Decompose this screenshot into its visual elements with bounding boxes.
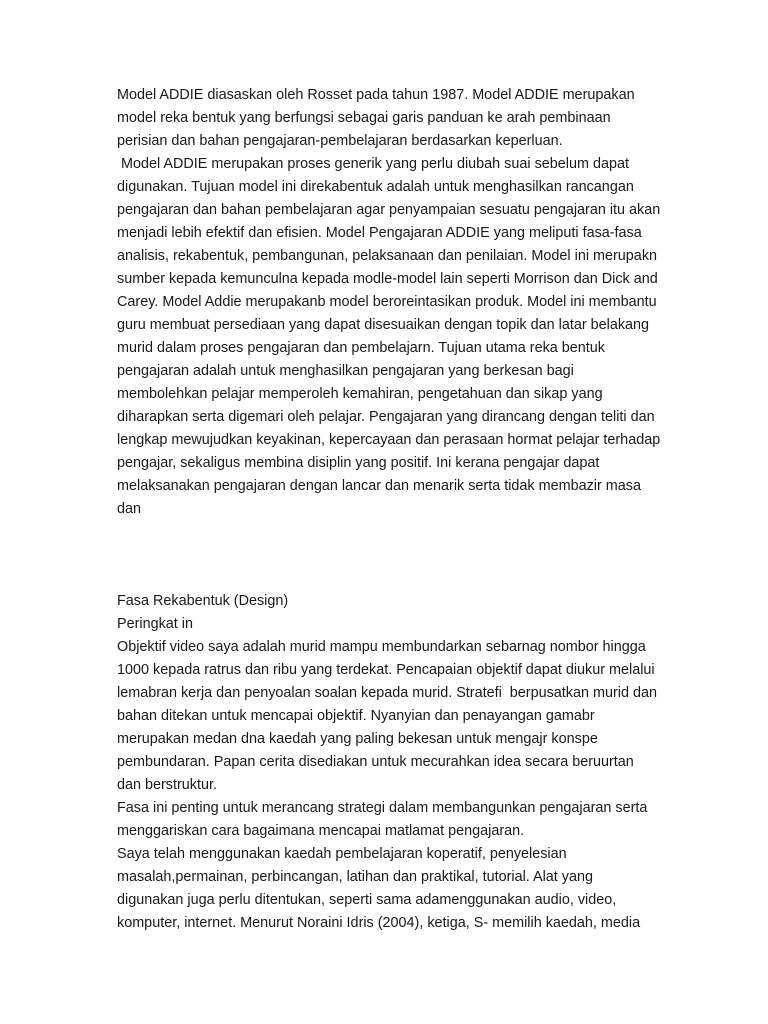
text-line: model reka bentuk yang berfungsi sebagai garis panduan ke arah pembinaan bbox=[117, 110, 611, 126]
text-line: Model ADDIE diasaskan oleh Rosset pada tahun 1987. Model ADDIE merupakan bbox=[117, 87, 635, 103]
text-line: murid dalam proses pengajaran dan pembelajarn. Tujuan utama reka bentuk bbox=[117, 340, 605, 356]
text-line: lemabran kerja dan penyoalan soalan kepada murid. Stratefi berpusatkan murid dan bbox=[117, 685, 657, 701]
text-line: 1000 kepada ratrus dan ribu yang terdekat. Pencapaian objektif dapat diukur melalui bbox=[117, 662, 655, 678]
text-line: pengajar, sekaligus membina disiplin yang positif. Ini kerana pengajar dapat bbox=[117, 455, 600, 471]
text-line: Carey. Model Addie merupakanb model beroreintasikan produk. Model ini membantu bbox=[117, 294, 657, 310]
text-line: guru membuat persediaan yang dapat disesuaikan dengan topik dan latar belakang bbox=[117, 317, 650, 333]
text-line: Model ADDIE merupakan proses generik yang perlu diubah suai sebelum dapat bbox=[117, 156, 629, 172]
text-line: menggariskan cara bagaimana mencapai matlamat pengajaran. bbox=[117, 823, 525, 839]
text-line: dan berstruktur. bbox=[117, 777, 217, 793]
text-line: pengajaran dan bahan pembelajaran agar penyampaian sesuatu pengajaran itu akan bbox=[117, 202, 661, 218]
text-line: dan bbox=[117, 501, 142, 517]
text-line: membolehkan pelajar memperoleh kemahiran, pengetahuan dan sikap yang bbox=[117, 386, 603, 402]
text-line: menjadi lebih efektif dan efisien. Model Pengajaran ADDIE yang meliputi fasa-fasa bbox=[117, 225, 642, 241]
section-heading: Fasa Rekabentuk (Design) bbox=[117, 593, 289, 609]
text-line: lengkap mewujudkan keyakinan, kepercayaan dan perasaan hormat pelajar terhadap bbox=[117, 432, 661, 448]
text-line: digunakan juga perlu ditentukan, seperti sama adamenggunakan audio, video, bbox=[117, 892, 617, 908]
text-line: masalah,permainan, perbincangan, latihan dan praktikal, tutorial. Alat yang bbox=[117, 869, 593, 885]
text-line: pengajaran adalah untuk menghasilkan pengajaran yang berkesan bagi bbox=[117, 363, 574, 379]
text-line: analisis, rekabentuk, pembangunan, pelaksanaan dan penilaian. Model ini merupakn bbox=[117, 248, 658, 264]
text-line: perisian dan bahan pengajaran-pembelajaran berdasarkan keperluan. bbox=[117, 133, 563, 149]
text-line: merupakan medan dna kaedah yang paling bekesan untuk mengajr konspe bbox=[117, 731, 598, 747]
text-line: bahan ditekan untuk mencapai objektif. Nyanyian dan penayangan gamabr bbox=[117, 708, 595, 724]
text-line: Fasa ini penting untuk merancang strategi dalam membangunkan pengajaran serta bbox=[117, 800, 648, 816]
text-line: pembundaran. Papan cerita disediakan untuk mecurahkan idea secara beruurtan bbox=[117, 754, 634, 770]
text-line: Saya telah menggunakan kaedah pembelajaran koperatif, penyelesian bbox=[117, 846, 567, 862]
text-line: melaksanakan pengajaran dengan lancar dan menarik serta tidak membazir masa bbox=[117, 478, 641, 494]
text-line: Peringkat in bbox=[117, 616, 193, 632]
text-line: Objektif video saya adalah murid mampu membundarkan sebarnag nombor hingga bbox=[117, 639, 646, 655]
text-line: diharapkan serta digemari oleh pelajar. Pengajaran yang dirancang dengan teliti dan bbox=[117, 409, 655, 425]
text-line: komputer, internet. Menurut Noraini Idris (2004), ketiga, S- memilih kaedah, media bbox=[117, 915, 641, 931]
text-line: sumber kepada kemunculna kepada modle-model lain seperti Morrison dan Dick and bbox=[117, 271, 658, 287]
text-line: digunakan. Tujuan model ini direkabentuk adalah untuk menghasilkan rancangan bbox=[117, 179, 634, 195]
